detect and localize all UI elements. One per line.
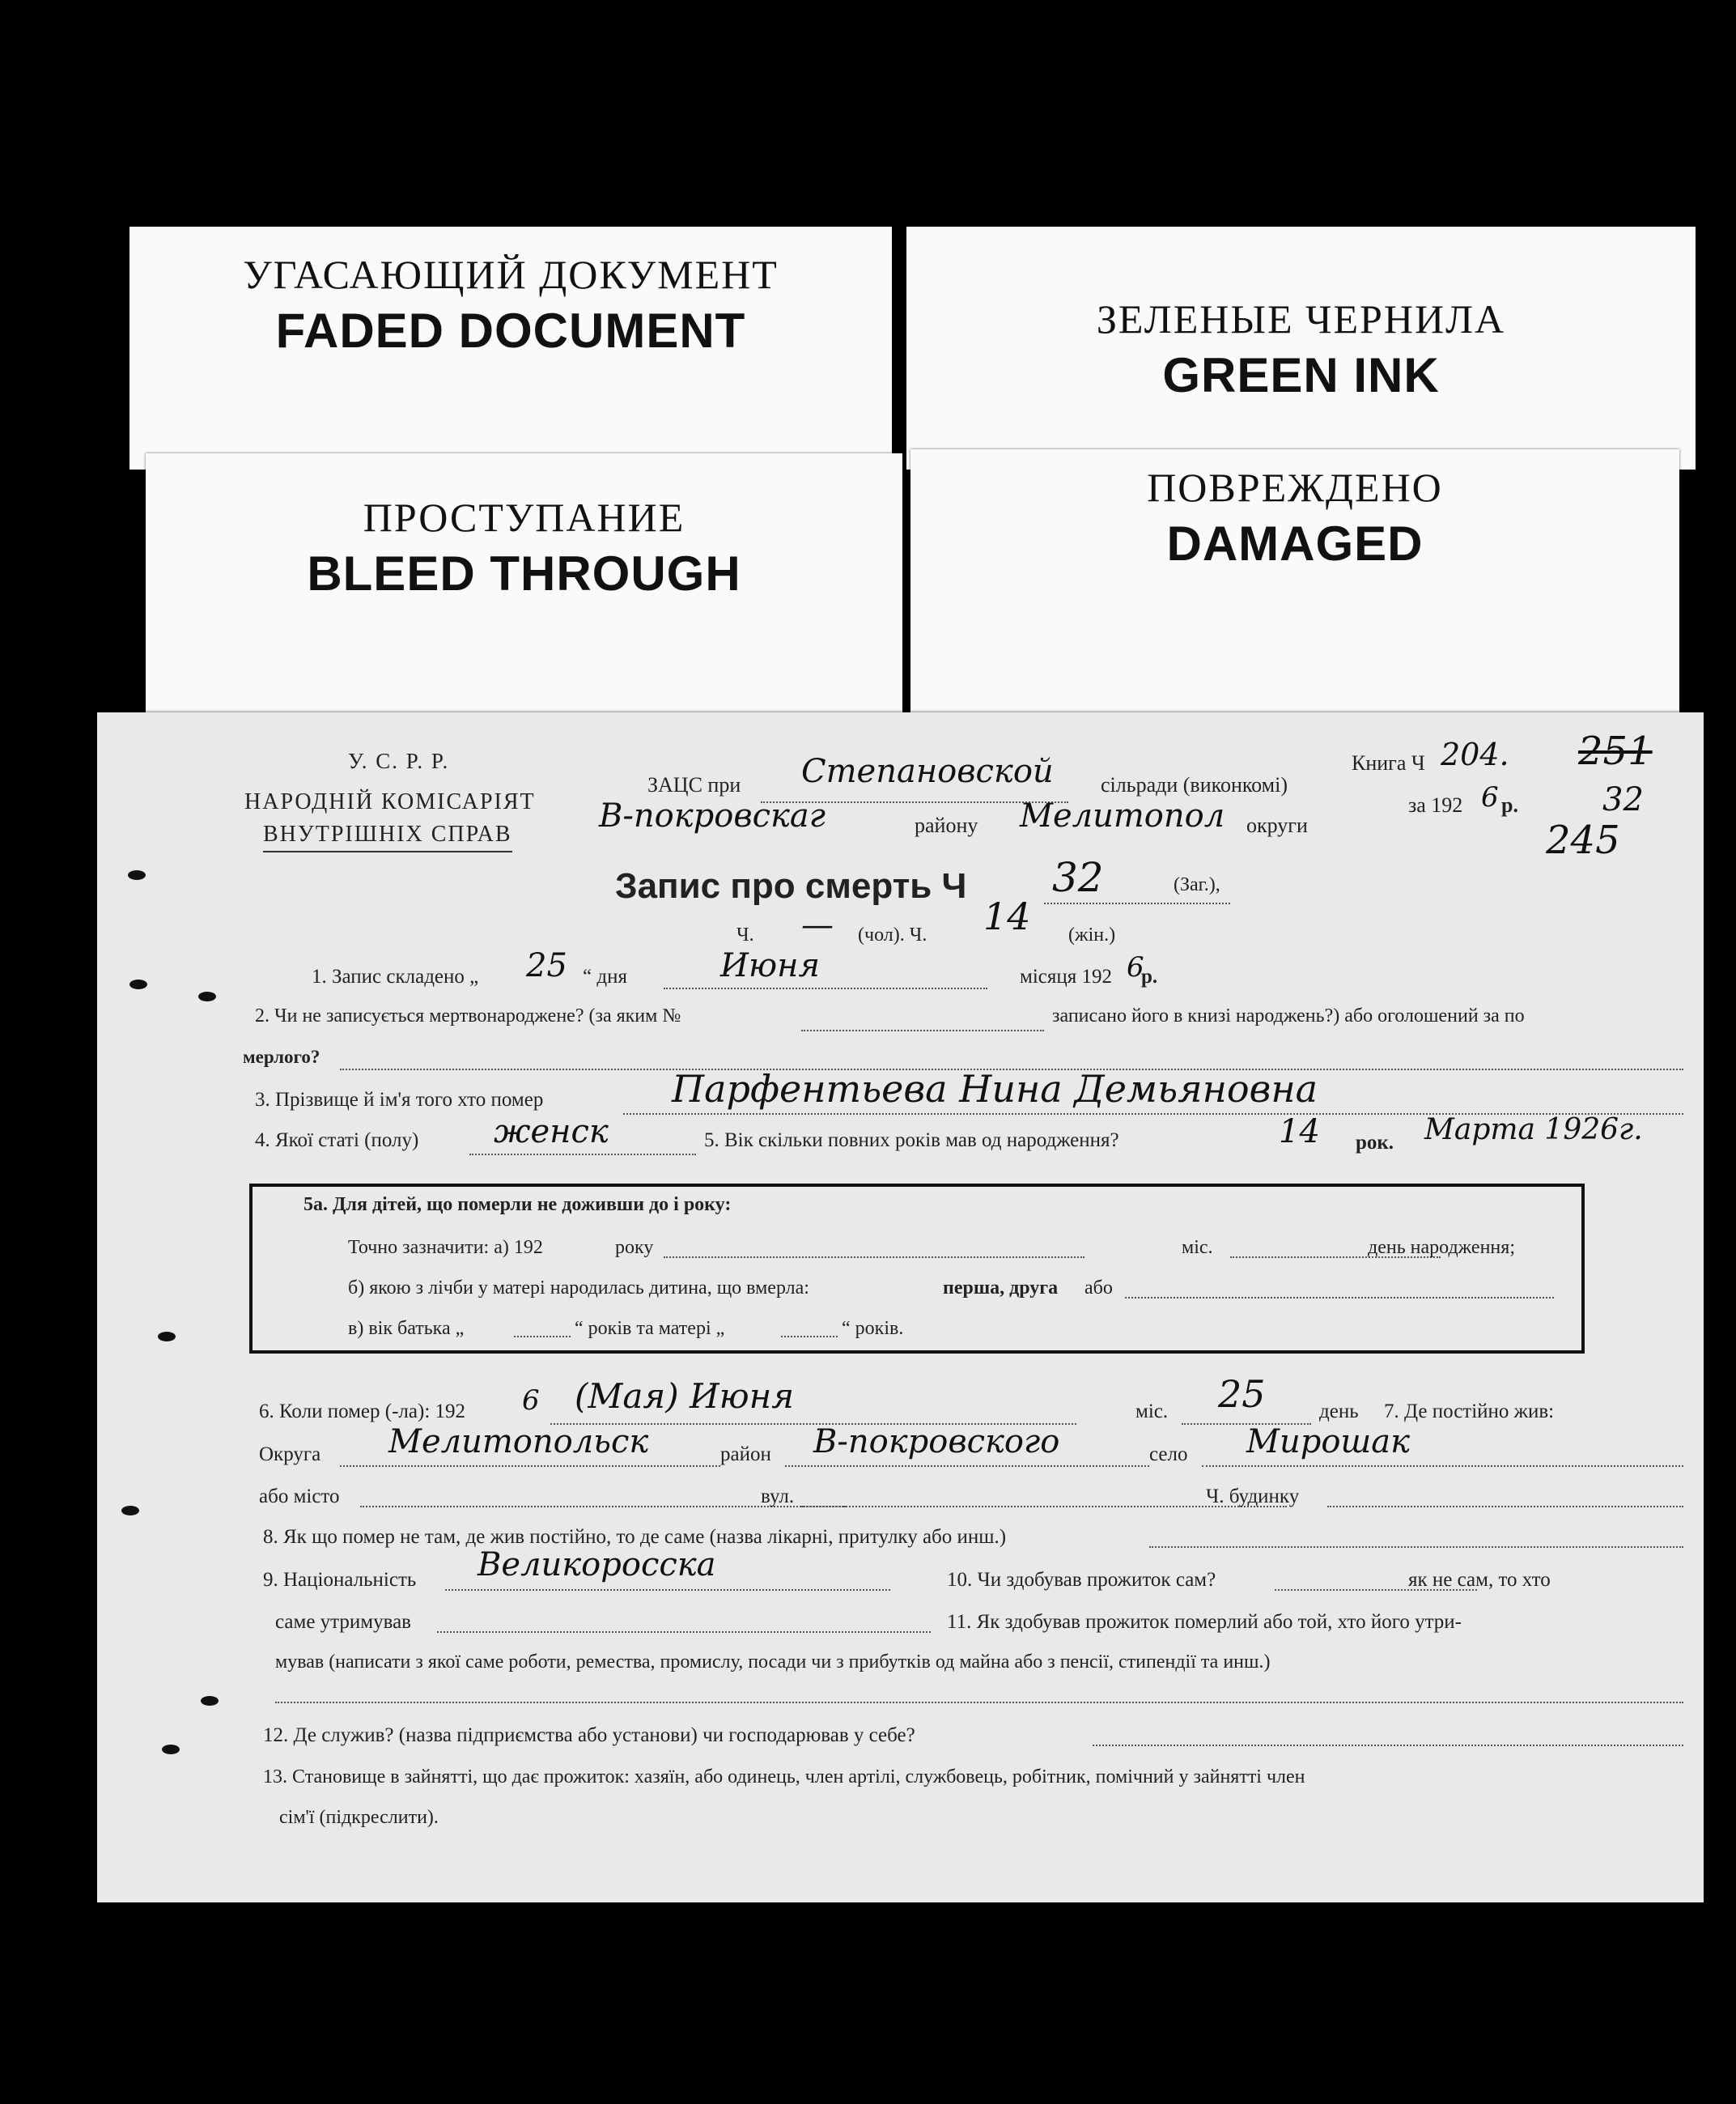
field-1-year-label: місяця 192	[1020, 966, 1112, 988]
field-11-line-2: мував (написати з якої саме роботи, ремества, промислу, посади чи з прибутків од майна або з пенсії, стипендії та инш.)	[275, 1651, 1271, 1673]
field-5a-line-1c: міс.	[1182, 1237, 1213, 1258]
field-5a-line-1b: року	[615, 1237, 654, 1258]
field-5a-line-2b: перша, друга	[943, 1277, 1059, 1299]
field-1-month-handwritten: Июня	[720, 947, 820, 984]
field-2-line-2: мерлого?	[243, 1047, 320, 1067]
field-12-label: 12. Де служив? (назва підприємства або установи) чи господарював у себе?	[263, 1724, 915, 1746]
zag-label: (Заг.),	[1174, 874, 1220, 895]
zags-label: ЗАЦС при	[647, 773, 741, 797]
field-5a-title: 5а. Для дітей, що померли не доживши до і року:	[303, 1194, 732, 1215]
rayon-line	[785, 1465, 1149, 1467]
green-ru-label: ЗЕЛЕНЫЕ ЧЕРНИЛА	[1096, 296, 1506, 342]
book-number-handwritten: 204.	[1441, 737, 1509, 772]
selo-line	[1202, 1465, 1683, 1467]
okruga-handwritten: Мелитопольск	[388, 1423, 649, 1460]
field-12-line	[1093, 1745, 1683, 1746]
rayon-handwritten: В-покровскаг	[599, 797, 826, 835]
field-6-month-handwritten: (Мая) Июня	[575, 1376, 795, 1416]
ch-label: Ч.	[736, 924, 754, 946]
field-5-date-handwritten: Марта 1926г.	[1424, 1113, 1643, 1146]
field-5-label: 5. Вік скільки повних років мав од народження?	[704, 1129, 1119, 1151]
male-count-handwritten: —	[801, 907, 834, 944]
bleed-through-card	[146, 453, 902, 729]
punch-hole	[162, 1745, 180, 1754]
field-1-year-handwritten: 6	[1127, 951, 1144, 984]
field-5a-line-1d: день народження;	[1368, 1237, 1515, 1258]
punch-hole	[128, 870, 146, 880]
field-8-label: 8. Як що помер не там, де жив постійно, то де саме (назва лікарні, притулку або инш.)	[263, 1526, 1007, 1548]
field-5a-father-dots	[514, 1336, 571, 1337]
punch-hole	[121, 1506, 139, 1515]
rayon-label-header: району	[915, 814, 978, 837]
field-13-line-2: сім'ї (підкреслити).	[279, 1807, 439, 1828]
punch-hole	[158, 1332, 176, 1341]
green-en-label: GREEN INK	[1162, 348, 1440, 402]
faded-ru-label: УГАСАЮЩИЙ ДОКУМЕНТ	[243, 252, 779, 297]
field-5a-line-2a: б) якою з лічби у матері народилась дитина, що вмерла:	[348, 1277, 809, 1299]
field-10-tail: як не сам, то хто	[1408, 1569, 1551, 1591]
field-3-label: 3. Прізвище й ім'я того хто помер	[255, 1089, 544, 1111]
budynok-label: Ч. будинку	[1206, 1486, 1300, 1507]
field-2-label: 2. Чи не записується мертвонароджене? (за яким №	[255, 1005, 681, 1026]
commissariat-line-2: ВНУТРІШНІХ СПРАВ	[263, 822, 512, 852]
year-label: за 192	[1408, 793, 1463, 817]
field-5-age-handwritten: 14	[1279, 1113, 1320, 1150]
field-8-line	[1149, 1546, 1683, 1548]
field-5a-line-2-dots	[1125, 1297, 1554, 1299]
selo-label: село	[1149, 1443, 1188, 1465]
selo-handwritten: Мирошак	[1246, 1423, 1411, 1460]
damaged-en-label: DAMAGED	[1166, 516, 1424, 571]
field-5a-line-1a: Точно зазначити: а) 192	[348, 1237, 543, 1258]
book-label: Книга Ч	[1352, 751, 1425, 775]
bleed-ru-label: ПРОСТУПАНИЕ	[363, 495, 685, 540]
margin-note-2: 32	[1602, 781, 1644, 818]
field-1-year-suffix: р.	[1141, 966, 1158, 988]
record-number-handwritten: 32	[1052, 854, 1104, 901]
vul-label: вул.	[761, 1486, 795, 1507]
record-title: Запис про смерть Ч	[615, 866, 967, 906]
field-3-name-handwritten: Парфентьева Нина Демьяновна	[672, 1067, 1318, 1111]
ussr-label: У. С. Р. Р.	[348, 749, 450, 773]
field-5a-line-2c: або	[1084, 1277, 1113, 1299]
year-handwritten: 6	[1481, 781, 1499, 814]
field-6-mis: міс.	[1135, 1401, 1169, 1422]
female-label: (жін.)	[1068, 924, 1116, 946]
okruga-line	[340, 1465, 720, 1467]
field-5a-line-3b: “ років та матері „	[575, 1318, 725, 1339]
faded-document-card	[129, 227, 892, 470]
record-number-line	[1044, 903, 1230, 904]
field-11-line-a	[275, 1702, 1683, 1703]
rayon-handwritten-field: В-покровского	[813, 1423, 1060, 1460]
commissariat-line-1: НАРОДНІЙ КОМІСАРІЯТ	[244, 789, 536, 814]
female-count-handwritten: 14	[983, 895, 1031, 938]
faded-en-label: FADED DOCUMENT	[275, 304, 746, 358]
punch-hole	[198, 992, 216, 1001]
field-1-mid: “ дня	[583, 966, 627, 988]
misto-label: або місто	[259, 1486, 340, 1507]
field-4-label: 4. Якої статі (полу)	[255, 1129, 419, 1151]
green-ink-card	[906, 227, 1696, 470]
bleed-en-label: BLEED THROUGH	[307, 546, 741, 601]
field-6-den: день	[1319, 1401, 1359, 1422]
field-1-day-handwritten: 25	[526, 947, 567, 984]
punch-hole	[201, 1696, 219, 1706]
rayon-label: район	[720, 1443, 771, 1465]
death-record-form	[97, 712, 1704, 1902]
field-2-number-line	[801, 1030, 1044, 1031]
field-10-label: 10. Чи здобував прожиток сам?	[947, 1569, 1216, 1591]
field-4-line	[469, 1154, 696, 1155]
field-5a-line-1-dots	[664, 1256, 1084, 1258]
field-9-label: 9. Національність	[263, 1569, 417, 1591]
field-6-day-handwritten: 25	[1218, 1372, 1266, 1416]
zags-handwritten: Степановской	[801, 753, 1054, 790]
field-1-month-line	[664, 988, 987, 989]
field-13-line-1: 13. Становище в зайнятті, що дає прожиток: хазяїн, або одинець, член артілі, службовець, робітник, помічний у зайнятті член	[263, 1766, 1305, 1787]
margin-note-3: 245	[1546, 818, 1620, 863]
margin-note-1: 251	[1578, 729, 1653, 774]
year-suffix: р.	[1501, 793, 1518, 817]
male-label: (чол). Ч.	[858, 924, 927, 946]
field-9-line	[445, 1589, 890, 1591]
field-5-rik: рок.	[1356, 1132, 1394, 1154]
field-10-line-2: саме утримував	[275, 1611, 411, 1633]
council-label: сільради (виконкомі)	[1101, 773, 1288, 797]
okruga-label: Округа	[259, 1443, 321, 1465]
field-4-sex-handwritten: женск	[494, 1113, 609, 1150]
field-1-label: 1. Запис складено „	[312, 966, 479, 988]
punch-hole	[129, 980, 147, 989]
field-7-label: 7. Де постійно жив:	[1384, 1401, 1555, 1422]
field-10-line-2-dots	[437, 1631, 931, 1633]
damaged-card	[910, 449, 1679, 716]
field-6-year-handwritten: 6	[522, 1384, 540, 1417]
field-6-label: 6. Коли помер (-ла): 192	[259, 1401, 466, 1422]
okrug-label: округи	[1246, 814, 1308, 837]
field-5a-line-3c: “ років.	[842, 1318, 904, 1339]
field-9-nationality-handwritten: Великоросска	[478, 1546, 716, 1583]
okrug-handwritten: Мелитопол	[1020, 797, 1225, 835]
damaged-ru-label: ПОВРЕЖДЕНО	[1147, 465, 1443, 510]
field-2-label-b: записано його в книзі народжень?) або оголошений за по	[1052, 1005, 1525, 1026]
field-5a-mother-dots	[781, 1336, 838, 1337]
budynok-line	[1327, 1506, 1683, 1507]
field-11-label: 11. Як здобував прожиток померлий або той, хто його утри-	[947, 1611, 1462, 1633]
field-5a-line-3a: в) вік батька „	[348, 1318, 465, 1339]
